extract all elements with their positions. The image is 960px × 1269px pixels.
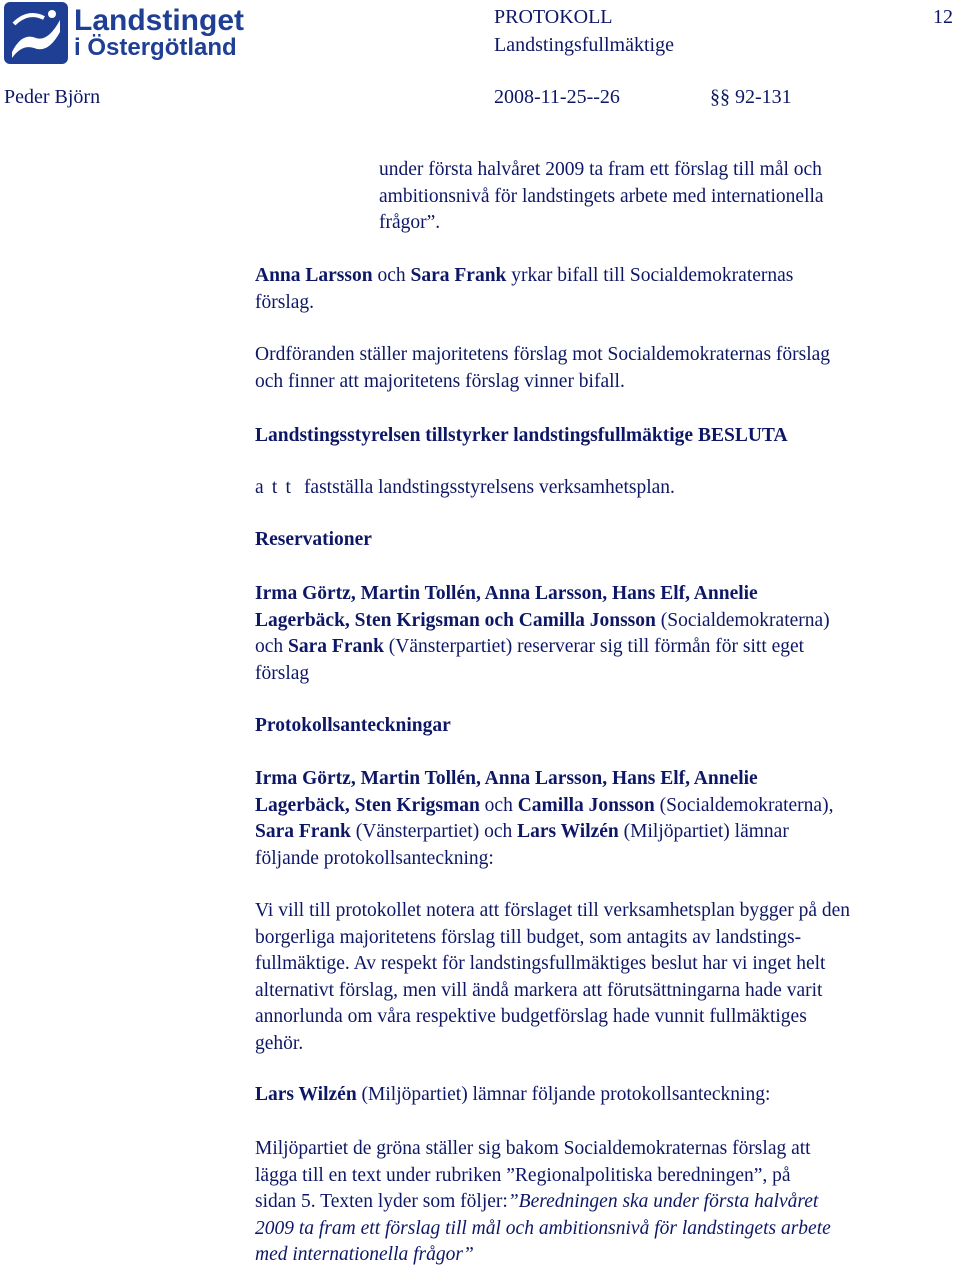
- document-subtitle: Landstingsfullmäktige: [494, 34, 674, 56]
- landstinget-logo: [4, 2, 244, 66]
- chair-paragraph: [255, 342, 830, 395]
- text-line: förslag: [255, 662, 310, 684]
- text-fragment: (Miljöpartiet) lämnar: [618, 821, 789, 842]
- text-line: lägga till en text under rubriken ”Regionalpolitiska beredningen”, på: [255, 1164, 791, 1186]
- page-number: 12: [933, 6, 953, 28]
- document-title: PROTOKOLL: [494, 6, 613, 28]
- member-name: Sara Frank: [288, 636, 384, 657]
- text-fragment: (Vänsterpartiet) och: [350, 821, 518, 842]
- att-word: att: [255, 477, 300, 498]
- decision-heading: Landstingsstyrelsen tillstyrker landstingsfullmäktige BESLUTA: [255, 425, 788, 446]
- text-line: alternativt förslag, men vill ändå markera att förutsättningarna hade varit: [255, 979, 823, 1001]
- notes-paragraph: [255, 766, 833, 872]
- text-line: Irma Görtz, Martin Tollén, Anna Larsson, Hans Elf, Annelie: [255, 768, 758, 789]
- member-names: Lagerbäck, Sten Krigsman och Camilla Jonsson: [255, 609, 656, 631]
- text-fragment: yrkar bifall till Socialdemokraternas: [506, 265, 794, 286]
- text-line: under första halvåret 2009 ta fram ett förslag till mål och: [379, 159, 822, 180]
- text-line: och finner att majoritetens förslag vinner bifall.: [255, 370, 625, 392]
- text-line: [255, 819, 833, 846]
- text-line: borgerliga majoritetens förslag till budget, som antagits av landstings-: [255, 926, 802, 948]
- reservations-paragraph: [255, 581, 830, 687]
- member-name: Sara Frank: [410, 265, 507, 286]
- text-line: ambitionsnivå för landstingets arbete med internationella: [379, 185, 824, 207]
- member-names: Lagerbäck, Sten Krigsman: [255, 794, 480, 816]
- member-name: Anna Larsson: [255, 265, 373, 286]
- text-fragment: fastställa landstingsstyrelsens verksamhetsplan.: [299, 477, 675, 498]
- text-line: Ordföranden ställer majoritetens förslag mot Socialdemokraternas förslag: [255, 344, 831, 365]
- text-line: [255, 634, 830, 661]
- text-line: [255, 263, 793, 290]
- text-line: [255, 608, 830, 635]
- logo-line2: i Östergötland: [74, 34, 237, 61]
- text-fragment: och: [479, 794, 518, 816]
- motion-paragraph: [255, 263, 793, 316]
- crest-icon: [4, 2, 68, 64]
- text-line: Irma Görtz, Martin Tollén, Anna Larsson, Hans Elf, Annelie: [255, 583, 758, 604]
- text-line: gehör.: [255, 1032, 304, 1054]
- quote-continuation: [379, 157, 824, 237]
- text-line: annorlunda om våra respektive budgetförslag hade vunnit fullmäktiges: [255, 1006, 807, 1027]
- text-fragment: och: [372, 265, 411, 286]
- text-line: förslag.: [255, 291, 315, 313]
- text-line: frågor”.: [379, 212, 441, 233]
- text-line: [255, 1189, 831, 1216]
- logo-line1: Landstinget: [74, 4, 244, 37]
- text-fragment: (Vänsterpartiet) reserverar sig till förmån för sitt eget: [383, 636, 805, 657]
- text-line: 2009 ta fram ett förslag till mål och ambitionsnivå för landstingets arbete: [255, 1217, 831, 1239]
- text-line: Miljöpartiet de gröna ställer sig bakom Socialdemokraternas förslag att: [255, 1138, 811, 1159]
- paragraph-range: §§ 92-131: [710, 86, 792, 108]
- text-line: följande protokollsanteckning:: [255, 847, 494, 869]
- wilzen-intro: [255, 1082, 770, 1109]
- text-fragment: (Miljöpartiet) lämnar följande protokollsanteckning:: [356, 1084, 771, 1105]
- wilzen-note: [255, 1136, 831, 1269]
- party-name: (Socialdemokraterna),: [654, 794, 834, 816]
- member-name: Camilla Jonsson: [517, 794, 655, 816]
- decision-text: [255, 475, 675, 502]
- reservations-heading: Reservationer: [255, 529, 372, 550]
- party-name: (Socialdemokraterna): [655, 609, 830, 631]
- secretary-name: Peder Björn: [4, 86, 101, 108]
- meeting-date: 2008-11-25--26: [494, 86, 620, 108]
- text-line: fullmäktige. Av respekt för landstingsfullmäktiges beslut har vi inget helt: [255, 953, 826, 974]
- joint-note: [255, 898, 850, 1057]
- member-name: Lars Wilzén: [517, 821, 619, 842]
- notes-heading: Protokollsanteckningar: [255, 715, 451, 736]
- text-fragment: sidan 5. Texten lyder som följer:: [255, 1191, 508, 1212]
- text-line: [255, 793, 833, 820]
- member-name: Sara Frank: [255, 821, 351, 842]
- text-line: Vi vill till protokollet notera att förslaget till verksamhetsplan bygger på den: [255, 900, 851, 921]
- quoted-text: ”Beredningen ska under första halvåret: [507, 1191, 819, 1212]
- text-fragment: och: [255, 636, 289, 657]
- member-name: Lars Wilzén: [255, 1084, 357, 1105]
- text-line: med internationella frågor”: [255, 1244, 474, 1265]
